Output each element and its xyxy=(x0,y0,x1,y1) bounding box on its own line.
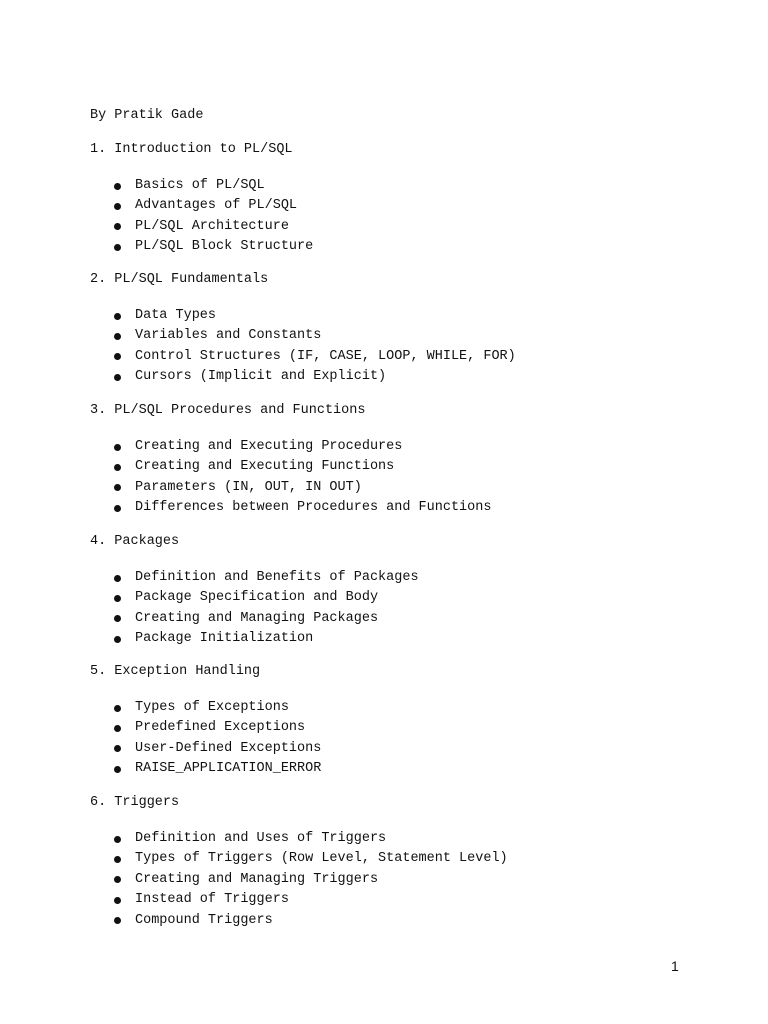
list-item xyxy=(90,890,730,910)
bullet-icon xyxy=(114,244,121,251)
list-item xyxy=(90,588,730,608)
list-item xyxy=(90,718,730,738)
list-item-text: Instead of Triggers xyxy=(135,892,289,908)
list-item-text: Definition and Uses of Triggers xyxy=(135,831,387,846)
list-item-text: Parameters (IN, OUT, IN OUT) xyxy=(135,479,362,495)
list-item xyxy=(90,829,730,849)
bullet-icon xyxy=(114,595,121,602)
bullet-list xyxy=(90,568,730,650)
bullet-icon xyxy=(114,636,121,643)
list-item-text: Types of Triggers (Row Level, Statement Level) xyxy=(135,851,508,867)
list-item-text: PL/SQL Block Structure xyxy=(135,239,314,255)
list-item xyxy=(90,237,730,257)
list-item xyxy=(90,437,730,457)
bullet-icon xyxy=(114,313,121,320)
bullet-icon xyxy=(114,223,121,230)
list-item-text: Package Initialization xyxy=(135,631,314,647)
list-item xyxy=(90,609,730,629)
list-item-text: PL/SQL Architecture xyxy=(135,218,289,234)
bullet-icon xyxy=(114,575,121,582)
list-item xyxy=(90,698,730,718)
list-item-text: Cursors (Implicit and Explicit) xyxy=(135,369,387,385)
list-item xyxy=(90,739,730,759)
bullet-icon xyxy=(114,183,121,190)
list-item-text: Basics of PL/SQL xyxy=(135,178,265,193)
section-procedures-functions xyxy=(90,402,730,519)
bullet-list xyxy=(90,176,730,258)
bullet-icon xyxy=(114,333,121,340)
bullet-icon xyxy=(114,766,121,773)
section-fundamentals xyxy=(90,271,730,388)
author-line: By Pratik Gade xyxy=(90,108,204,123)
list-item xyxy=(90,306,730,326)
bullet-icon xyxy=(114,705,121,712)
list-item-text: Predefined Exceptions xyxy=(135,720,306,736)
bullet-list xyxy=(90,829,730,931)
bullet-icon xyxy=(114,615,121,622)
list-item-text: Creating and Managing Packages xyxy=(135,610,379,626)
list-item-text: Definition and Benefits of Packages xyxy=(135,570,419,585)
list-item-text: Control Structures (IF, CASE, LOOP, WHILE, FOR) xyxy=(135,348,516,364)
list-item-text: Data Types xyxy=(135,308,217,323)
bullet-icon xyxy=(114,917,121,924)
bullet-icon xyxy=(114,203,121,210)
list-item xyxy=(90,849,730,869)
list-item-text: Package Specification and Body xyxy=(135,590,379,606)
bullet-icon xyxy=(114,745,121,752)
list-item xyxy=(90,629,730,649)
bullet-icon xyxy=(114,876,121,883)
list-item-text: Types of Exceptions xyxy=(135,700,289,715)
list-item-text: RAISE_APPLICATION_ERROR xyxy=(135,761,322,777)
list-item-text: Variables and Constants xyxy=(135,328,322,344)
list-item xyxy=(90,759,730,779)
list-item xyxy=(90,326,730,346)
list-item xyxy=(90,498,730,518)
bullet-icon xyxy=(114,374,121,381)
list-item-text: Advantages of PL/SQL xyxy=(135,198,298,214)
section-heading: 3. PL/SQL Procedures and Functions xyxy=(90,403,366,418)
list-item xyxy=(90,217,730,237)
bullet-icon xyxy=(114,836,121,843)
bullet-icon xyxy=(114,505,121,512)
list-item xyxy=(90,367,730,387)
section-heading: 1. Introduction to PL/SQL xyxy=(90,142,293,157)
list-item-text: User-Defined Exceptions xyxy=(135,740,322,756)
list-item-text: Compound Triggers xyxy=(135,912,273,928)
section-heading: 2. PL/SQL Fundamentals xyxy=(90,272,269,287)
list-item xyxy=(90,478,730,498)
list-item xyxy=(90,870,730,890)
list-item-text: Creating and Executing Procedures xyxy=(135,439,403,454)
bullet-list xyxy=(90,306,730,388)
bullet-list xyxy=(90,437,730,519)
section-triggers xyxy=(90,794,730,931)
list-item xyxy=(90,347,730,367)
list-item xyxy=(90,196,730,216)
list-item xyxy=(90,568,730,588)
section-heading: 4. Packages xyxy=(90,534,180,549)
section-packages xyxy=(90,533,730,650)
page-number: 1 xyxy=(671,958,679,974)
list-item xyxy=(90,457,730,477)
section-heading: 6. Triggers xyxy=(90,795,180,810)
list-item xyxy=(90,911,730,931)
list-item-text: Creating and Executing Functions xyxy=(135,459,395,475)
bullet-list xyxy=(90,698,730,780)
bullet-icon xyxy=(114,856,121,863)
list-item xyxy=(90,176,730,196)
bullet-icon xyxy=(114,444,121,451)
list-item-text: Differences between Procedures and Functions xyxy=(135,500,492,516)
bullet-icon xyxy=(114,464,121,471)
bullet-icon xyxy=(114,897,121,904)
bullet-icon xyxy=(114,353,121,360)
bullet-icon xyxy=(114,725,121,732)
section-heading: 5. Exception Handling xyxy=(90,664,261,679)
section-introduction xyxy=(90,141,730,258)
bullet-icon xyxy=(114,484,121,491)
section-exception-handling xyxy=(90,663,730,780)
list-item-text: Creating and Managing Triggers xyxy=(135,871,379,887)
